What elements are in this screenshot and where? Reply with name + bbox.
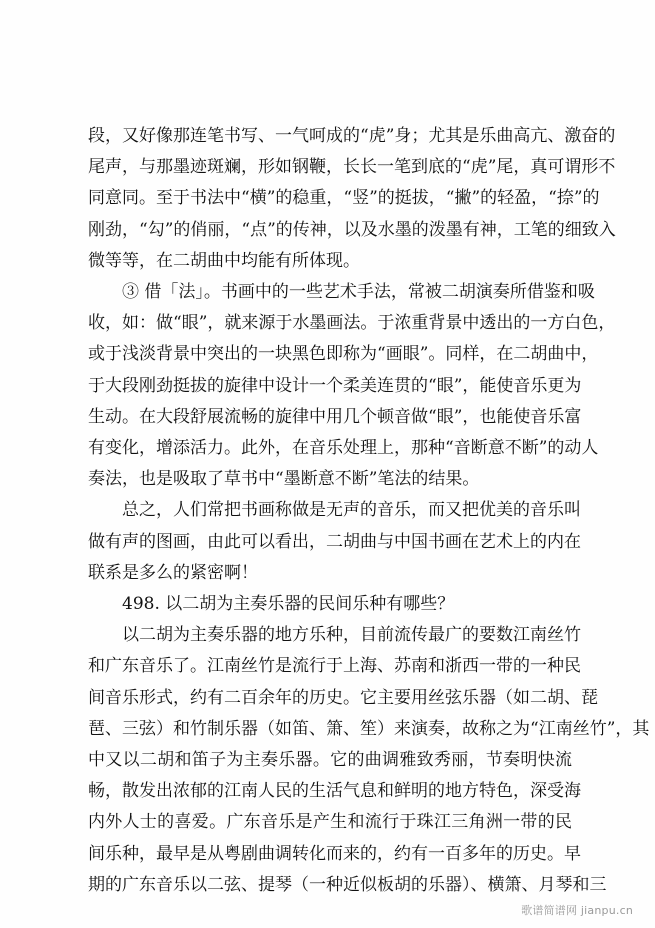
text-line: 同意同。至于书法中“横”的稳重，“竖”的挺拔，“撇”的轻盈，“捺”的 [88,188,600,209]
text-line: 中又以二胡和笛子为主奏乐器。它的曲调雅致秀丽，节奏明快流 [88,750,572,771]
body-text [88,121,650,901]
text-line: ③ 借「法」。书画中的一些艺术手法，常被二胡演奏所借鉴和吸 [122,282,595,303]
text-line: 生动。在大段舒展流畅的旋律中用几个顿音做“眼”，也能使音乐富 [88,406,582,427]
text-line: 畅，散发出浓郁的江南人民的生活气息和鲜明的地方特色，深受海 [88,781,581,802]
text-line: 于大段刚劲挺拔的旋律中设计一个柔美连贯的“眼”，能使音乐更为 [88,375,582,396]
text-line: 段，又好像那连笔书写、一气呵成的“虎”身；尤其是乐曲高亢、激奋的 [88,126,616,146]
text-line: 期的广东音乐以二弦、提琴（一种近似板胡的乐器）、横箫、月琴和三 [88,874,607,895]
text-line: 琶、三弦）和竹制乐器（如笛、箫、笙）来演奏，故称之为“江南丝竹”，其 [88,718,650,739]
text-line: 间乐种，最早是从粤剧曲调转化而来的，约有一百多年的历史。早 [88,843,581,864]
text-line: 微等等，在二胡曲中均能有所体现。 [88,250,360,271]
text-line: 做有声的图画，由此可以看出，二胡曲与中国书画在艺术上的内在 [88,531,581,552]
text-line: 奏法，也是吸取了草书中“墨断意不断”笔法的结果。 [88,469,480,490]
text-line: 刚劲，“勾”的俏丽，“点”的传神，以及水墨的泼墨有神，工笔的细致入 [88,219,616,240]
text-line: 联系是多么的紧密啊！ [88,562,258,583]
text-line: 尾声，与那墨迹斑斓，形如钢鞭，长长一笔到底的“虎”尾，真可谓形不 [88,157,616,178]
text-line: 收，如：做“眼”，就来源于水墨画法。于浓重背景中透出的一方白色， [88,313,616,334]
site-watermark: 歌谱简谱网 jianpu.cn [521,904,633,917]
question-heading: 498. 以二胡为主奏乐器的民间乐种有哪些？ [122,594,455,615]
text-line: 间音乐形式，约有二百余年的历史。它主要用丝弦乐器（如二胡、琵 [88,687,598,708]
text-line: 或于浅淡背景中突出的一块黑色即称为“画眼”。同样，在二胡曲中， [88,344,599,365]
text-line: 有变化，增添活力。此外，在音乐处理上，那种“音断意不断”的动人 [88,438,599,459]
text-line: 总之，人们常把书画称做是无声的音乐，而又把优美的音乐叫 [122,500,581,521]
text-line: 内外人士的喜爱。广东音乐是产生和流行于珠江三角洲一带的民 [88,812,572,833]
text-line: 以二胡为主奏乐器的地方乐种，目前流传最广的要数江南丝竹 [122,625,581,646]
text-line: 和广东音乐了。江南丝竹是流行于上海、苏南和浙西一带的一种民 [88,656,581,677]
